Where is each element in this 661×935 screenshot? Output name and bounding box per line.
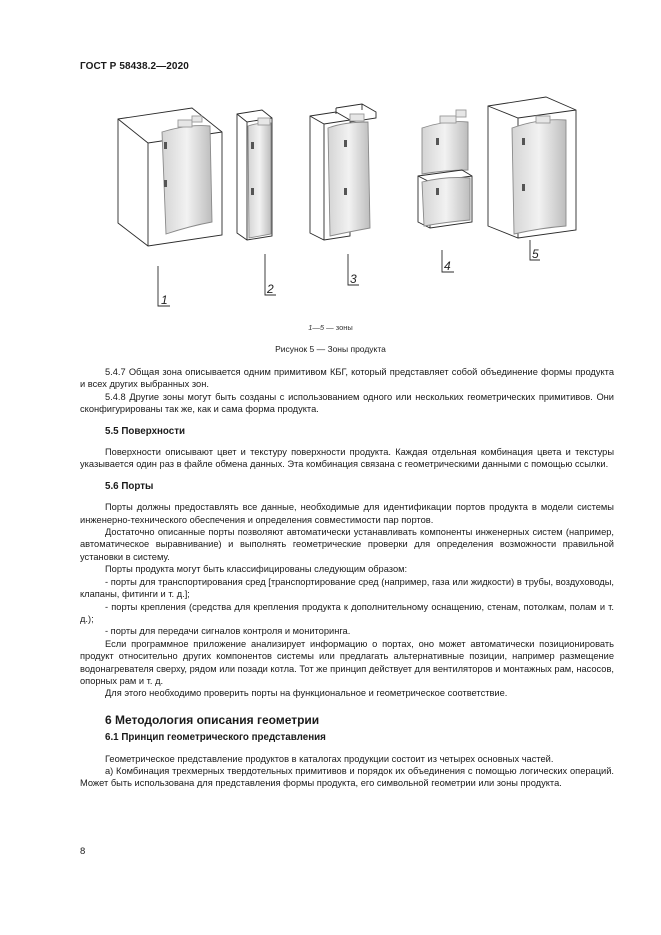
paragraph-5-5: Поверхности описывают цвет и текстуру поверхности продукта. Каждая отдельная комбинация цвета и текстуры указывается один раз в файле обмена данных. Эта комбинация связана с геометрическими данными с помощью ссылки.: [80, 447, 614, 470]
zone-3-drawing: [310, 104, 376, 285]
zone-2-drawing: [237, 110, 276, 295]
heading-6: 6 Методология описания геометрии: [105, 712, 320, 727]
zone-label-2: 2: [267, 282, 274, 296]
legend-text: — зоны: [324, 323, 353, 332]
paragraph-5-4-8: 5.4.8 Другие зоны могут быть созданы с использованием одного или нескольких геометрических примитивов. Они сконфигурированы так же, как и сама форма продукта.: [80, 391, 614, 415]
paragraph-5-6-g: Если программное приложение анализирует информацию о портах, оно может автоматически позиционировать продукт относительно других компонентов системы или предлагать альтернативные позиции, например размещение водонагревателя сверху, рядом или позади котла. Тот же принцип действует для вентиляторов и монтажных рам, насосов, опорных рам и т. д.: [80, 638, 614, 686]
legend-range-end: 5: [319, 323, 325, 332]
zone-1-drawing: [118, 108, 222, 306]
product-zones-figure: [100, 88, 580, 324]
legend-range-start: 1: [308, 323, 313, 332]
heading-5-5: 5.5 Поверхности: [105, 425, 186, 437]
paragraph-5-4-7: 5.4.7 Общая зона описывается одним примитивом КБГ, который представляет собой объединение формы продукта и всех других выбранных зон.: [80, 367, 614, 390]
paragraph-6-1-a: Геометрическое представление продуктов в каталогах продукции состоит из четырех основных частей.: [105, 753, 554, 764]
heading-5-6: 5.6 Порты: [105, 480, 154, 492]
paragraph-5-6-b: Достаточно описанные порты позволяют автоматически устанавливать компоненты инженерных систем (например, автоматическое выравнивание) и выполнять геометрические проверки для определения возможности правильной установки в систему.: [80, 527, 614, 562]
heading-6-1: 6.1 Принцип геометрического представления: [105, 732, 326, 744]
list-item-signals: - порты для передачи сигналов контроля и мониторинга.: [105, 626, 351, 637]
zone-4-drawing: [418, 110, 472, 272]
document-header: ГОСТ Р 58438.2—2020: [80, 61, 189, 72]
body-text: [80, 366, 614, 790]
page-number: 8: [80, 846, 86, 857]
paragraph-5-6-a: Порты должны предоставлять все данные, необходимые для идентификации портов продукта в модели системы инженерно-технического обеспечения и определения совместимости пар портов.: [80, 502, 614, 525]
list-item-mounting: - порты крепления (средства для крепления продукта к дополнительному оснащению, стенам, потолкам, полам и т. д.);: [80, 601, 614, 624]
zone-5-drawing: [488, 97, 576, 260]
figure-caption: Рисунок 5 — Зоны продукта: [275, 344, 386, 354]
zone-label-3: 3: [350, 272, 357, 286]
paragraph-6-1-b: а) Комбинация трехмерных твердотельных примитивов и порядок их объединения с помощью логических операций. Может быть использована для представления формы продукта, его символьной геометрии или зоны продукта.: [80, 765, 614, 789]
zone-label-5: 5: [532, 247, 539, 261]
figure-legend: 1—5 — зоны: [308, 323, 353, 332]
list-item-transport: - порты для транспортирования сред [транспортирование сред (например, газа или жидкости) в трубы, воздуховоды, клапаны, фитинги и т. д.];: [80, 576, 614, 600]
paragraph-5-6-h: Для этого необходимо проверить порты на функциональное и геометрическое соответствие.: [105, 688, 508, 699]
paragraph-5-6-c: Порты продукта могут быть классифицированы следующим образом:: [105, 564, 408, 575]
zone-label-1: 1: [161, 293, 168, 307]
zone-label-4: 4: [444, 259, 451, 273]
